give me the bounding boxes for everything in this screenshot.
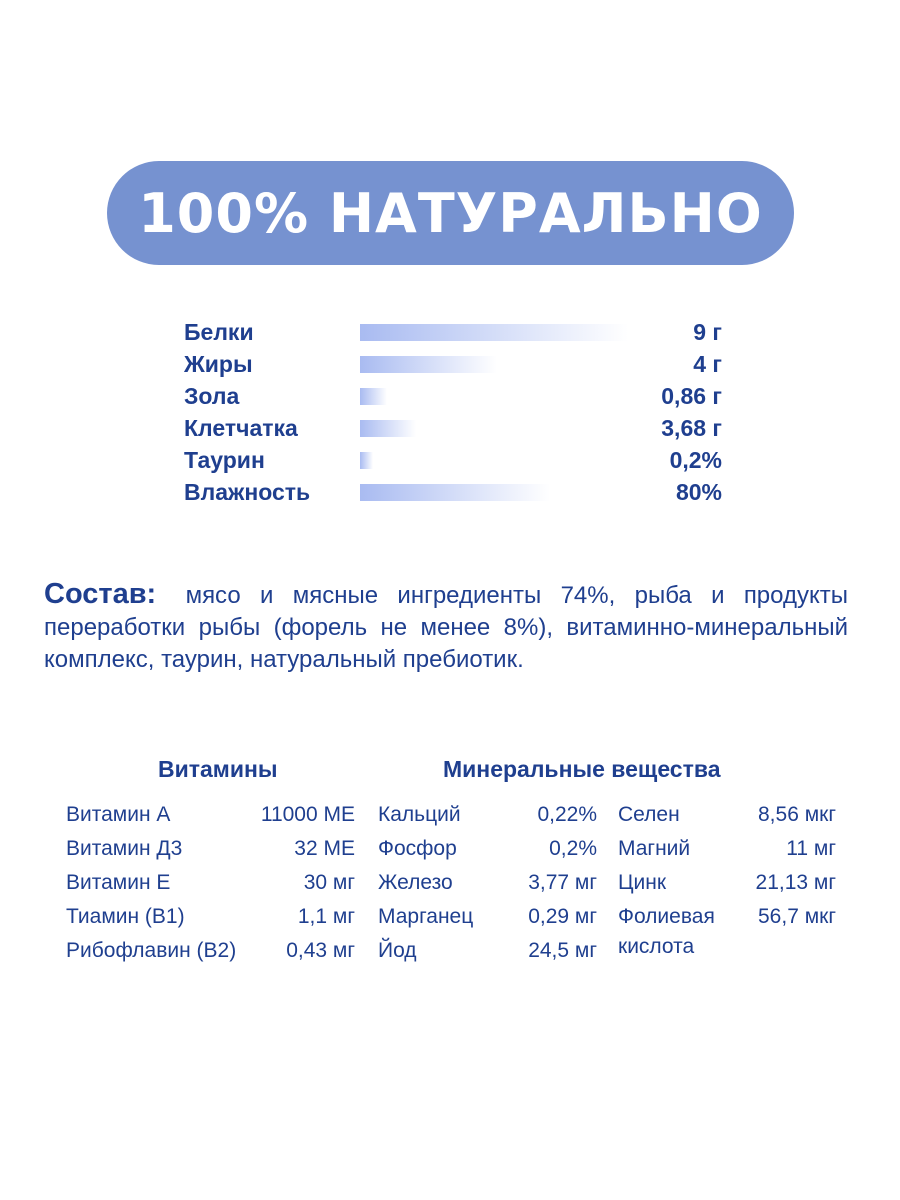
title-banner — [107, 161, 794, 265]
nutrition-bar-fill — [360, 484, 550, 501]
nutrition-list — [184, 316, 724, 508]
table-row — [66, 900, 355, 934]
nutrition-label: Зола — [184, 383, 240, 409]
table-row — [378, 900, 597, 934]
mineral-name: Йод — [378, 939, 417, 962]
nutrition-value: 3,68 г — [661, 415, 722, 441]
nutrition-bar-fill — [360, 356, 497, 373]
table-row — [378, 832, 597, 866]
vitamin-name: Витамин А — [66, 803, 171, 826]
nutrition-bar-fill — [360, 388, 387, 405]
table-row — [378, 934, 597, 968]
nutrition-bar-fill — [360, 420, 416, 437]
nutrition-bar — [360, 452, 628, 469]
table-row — [66, 934, 355, 968]
nutrition-value: 4 г — [693, 351, 722, 377]
mineral-name: Фолиевая кислота — [618, 905, 715, 958]
nutrition-bar-fill — [360, 324, 628, 341]
mineral-value: 3,77 мг — [528, 871, 597, 894]
table-row — [66, 866, 355, 900]
table-row — [378, 866, 597, 900]
table-row — [66, 832, 355, 866]
nutrition-value: 0,86 г — [661, 383, 722, 409]
mineral-value: 0,2% — [549, 837, 597, 860]
nutrition-bar — [360, 388, 628, 405]
nutrition-row — [184, 412, 724, 444]
table-row — [618, 900, 836, 960]
vitamin-name: Рибофлавин (В2) — [66, 939, 237, 962]
vitamin-name: Тиамин (В1) — [66, 905, 185, 928]
table-row — [378, 798, 597, 832]
mineral-name: Магний — [618, 837, 691, 860]
nutrition-label: Белки — [184, 319, 254, 345]
nutrition-row — [184, 444, 724, 476]
composition-text: мясо и мясные ингредиенты 74%, рыба и продукты переработки рыбы (форель не менее 8%), витаминно-минеральный комплекс, таурин, натуральный пребиотик. — [44, 582, 848, 673]
nutrition-bar — [360, 356, 628, 373]
nutrition-row — [184, 348, 724, 380]
vitamin-value: 32 МЕ — [294, 837, 355, 860]
nutrition-value: 80% — [675, 479, 722, 505]
minerals-heading: Минеральные вещества — [443, 756, 721, 782]
nutrition-bar-fill — [360, 452, 373, 469]
mineral-name: Фосфор — [378, 837, 457, 860]
mineral-value: 8,56 мкг — [758, 803, 836, 826]
vitamin-value: 0,43 мг — [286, 939, 355, 962]
nutrition-value: 0,2% — [669, 447, 722, 473]
table-row — [618, 832, 836, 866]
vitamin-value: 1,1 мг — [297, 905, 355, 928]
vitamins-table — [66, 798, 355, 968]
mineral-value: 11 мг — [786, 837, 836, 860]
vitamins-heading: Витамины — [158, 756, 278, 782]
nutrition-label: Таурин — [184, 447, 265, 473]
minerals-table-1 — [378, 798, 597, 968]
nutrition-row — [184, 476, 724, 508]
nutrition-label: Клетчатка — [184, 415, 298, 441]
banner-title: 100% НАТУРАЛЬНО — [138, 181, 763, 245]
composition-title: Состав: — [44, 578, 157, 610]
mineral-name: Марганец — [378, 905, 474, 928]
table-row — [618, 866, 836, 900]
minerals-table-2 — [618, 798, 836, 960]
nutrition-row — [184, 316, 724, 348]
mineral-value: 21,13 мг — [755, 871, 836, 894]
mineral-name: Железо — [378, 871, 453, 894]
vitamin-name: Витамин Д3 — [66, 837, 183, 860]
vitamin-name: Витамин Е — [66, 871, 171, 894]
nutrition-row — [184, 380, 724, 412]
nutrition-bar — [360, 484, 628, 501]
mineral-value: 0,29 мг — [528, 905, 597, 928]
mineral-name: Кальций — [378, 803, 461, 826]
composition-paragraph — [44, 578, 848, 676]
nutrition-bar — [360, 324, 628, 341]
mineral-name: Селен — [618, 803, 680, 826]
mineral-value: 0,22% — [537, 803, 597, 826]
nutrition-value: 9 г — [693, 319, 722, 345]
table-row — [618, 798, 836, 832]
table-row — [66, 798, 355, 832]
mineral-value: 56,7 мкг — [758, 905, 836, 928]
vitamin-value: 30 мг — [303, 871, 355, 894]
nutrition-label: Жиры — [184, 351, 253, 377]
mineral-value: 24,5 мг — [528, 939, 597, 962]
nutrition-bar — [360, 420, 628, 437]
nutrition-label: Влажность — [184, 479, 311, 505]
mineral-name: Цинк — [618, 871, 667, 894]
vitamin-value: 11000 МЕ — [260, 803, 355, 826]
